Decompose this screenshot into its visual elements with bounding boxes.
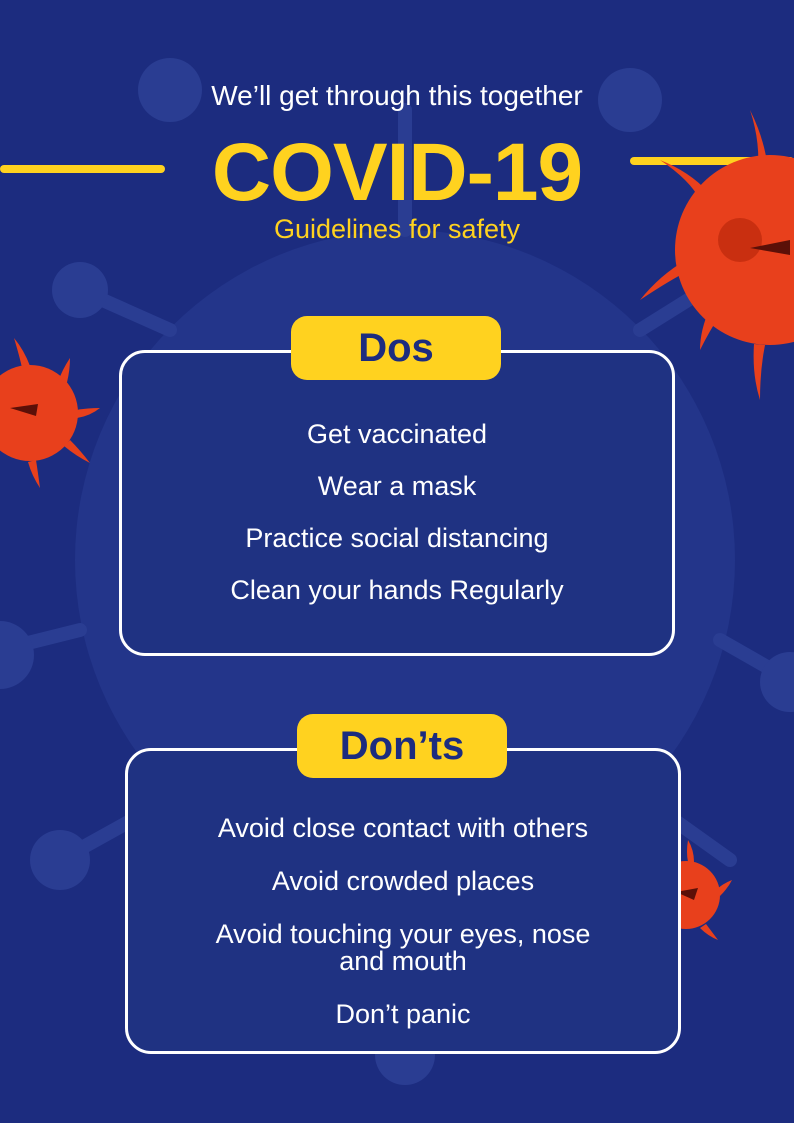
dos-item-mask: Wear a mask bbox=[317, 471, 477, 501]
donts-item-panic: Don’t panic bbox=[335, 999, 471, 1029]
donts-list bbox=[128, 751, 678, 1051]
tagline: We’ll get through this together bbox=[211, 80, 583, 111]
page-subtitle: Guidelines for safety bbox=[273, 214, 521, 244]
dos-label: Dos bbox=[291, 316, 501, 380]
dos-card bbox=[119, 350, 675, 656]
virus-icon-left bbox=[0, 338, 104, 488]
donts-card bbox=[125, 748, 681, 1054]
donts-label: Don’ts bbox=[297, 714, 507, 778]
donts-item-crowded: Avoid crowded places bbox=[271, 866, 535, 896]
dos-item-vaccinated: Get vaccinated bbox=[306, 419, 488, 449]
donts-item-touching: Avoid touching your eyes, nose bbox=[215, 919, 591, 949]
donts-item-contact: Avoid close contact with others bbox=[217, 813, 589, 843]
dos-list bbox=[122, 353, 672, 653]
dos-item-distancing: Practice social distancing bbox=[245, 523, 549, 553]
page-title: COVID-19 bbox=[211, 127, 583, 218]
dos-item-hands: Clean your hands Regularly bbox=[230, 575, 564, 605]
donts-item-touching-cont: and mouth bbox=[339, 946, 467, 976]
